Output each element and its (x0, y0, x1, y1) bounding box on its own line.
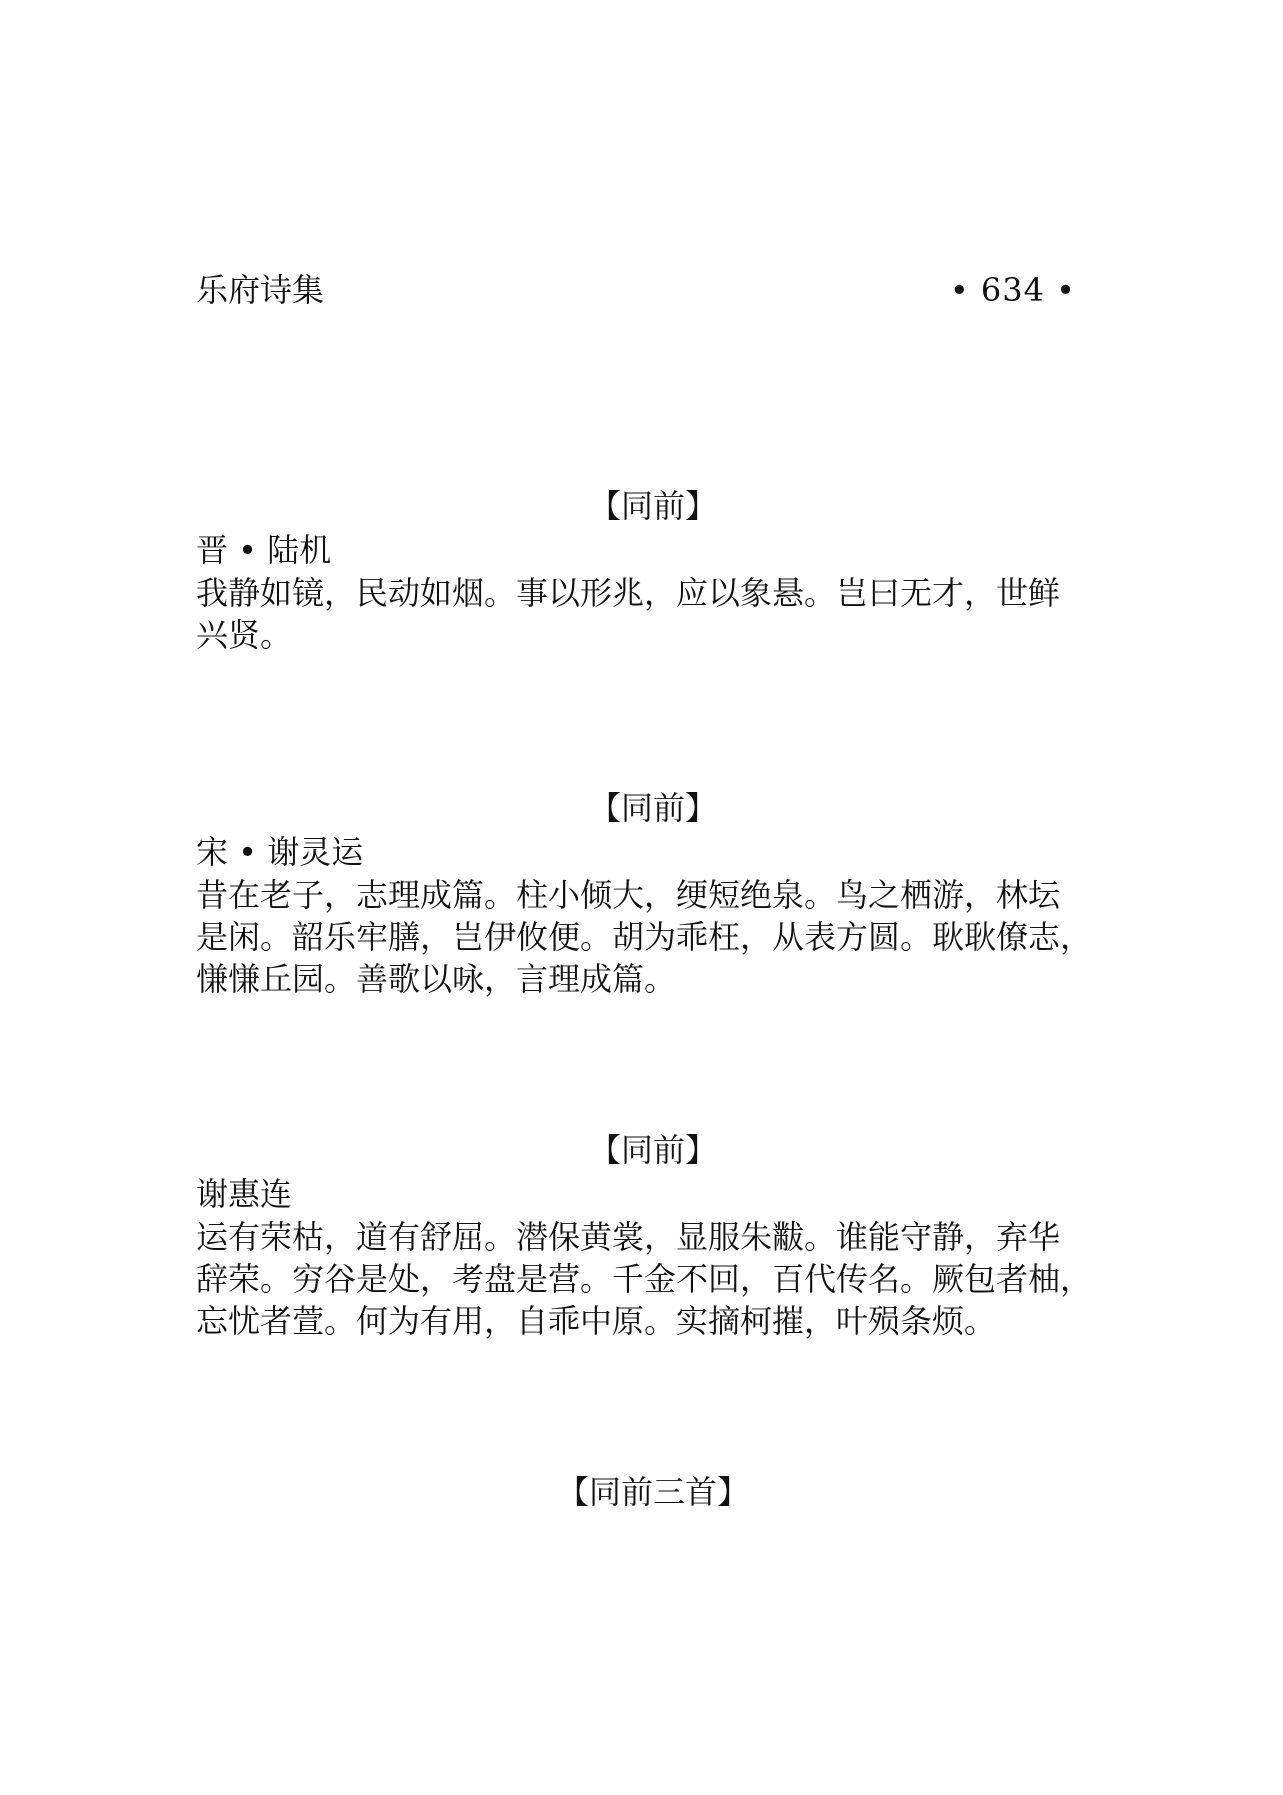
book-title: 乐府诗集 (196, 271, 325, 309)
poem-line: 忘忧者萱。何为有用，自乖中原。实摘柯摧，叶殒条烦。 (196, 1302, 997, 1340)
page-header (196, 268, 1076, 312)
poem-author: 谢惠连 (196, 1175, 293, 1213)
poem-author: 晋 • 陆机 (196, 531, 332, 569)
poem-line: 辞荣。穷谷是处，考盘是营。千金不回，百代传名。厥包者柚， (196, 1260, 1093, 1298)
poem-text (196, 1216, 1096, 1342)
poem-line: 运有荣枯，道有舒屈。潜保黄裳，显服朱黻。谁能守静，弃华 (196, 1218, 1061, 1256)
poem-author: 宋 • 谢灵运 (196, 833, 364, 871)
poem-line: 昔在老子，志理成篇。柱小倾大，绠短绝泉。鸟之栖游，林坛 (196, 876, 1061, 914)
poem-title: 【同前】 (588, 789, 717, 827)
page-number: • 634 • (949, 271, 1076, 309)
poem-line: 兴贤。 (196, 616, 293, 654)
poem-line: 是闲。韶乐牢膳，岂伊攸便。胡为乖枉，从表方圆。耿耿僚志， (196, 918, 1093, 956)
poem-title: 【同前三首】 (556, 1473, 749, 1511)
poem-title: 【同前】 (588, 487, 717, 525)
poem-line: 我静如镜，民动如烟。事以形兆，应以象悬。岂曰无才，世鲜 (196, 574, 1061, 612)
poem-text (196, 874, 1096, 1000)
poem-title: 【同前】 (588, 1131, 717, 1169)
poem-text (196, 572, 1096, 656)
poem-line: 慊慊丘园。善歌以咏，言理成篇。 (196, 960, 677, 998)
